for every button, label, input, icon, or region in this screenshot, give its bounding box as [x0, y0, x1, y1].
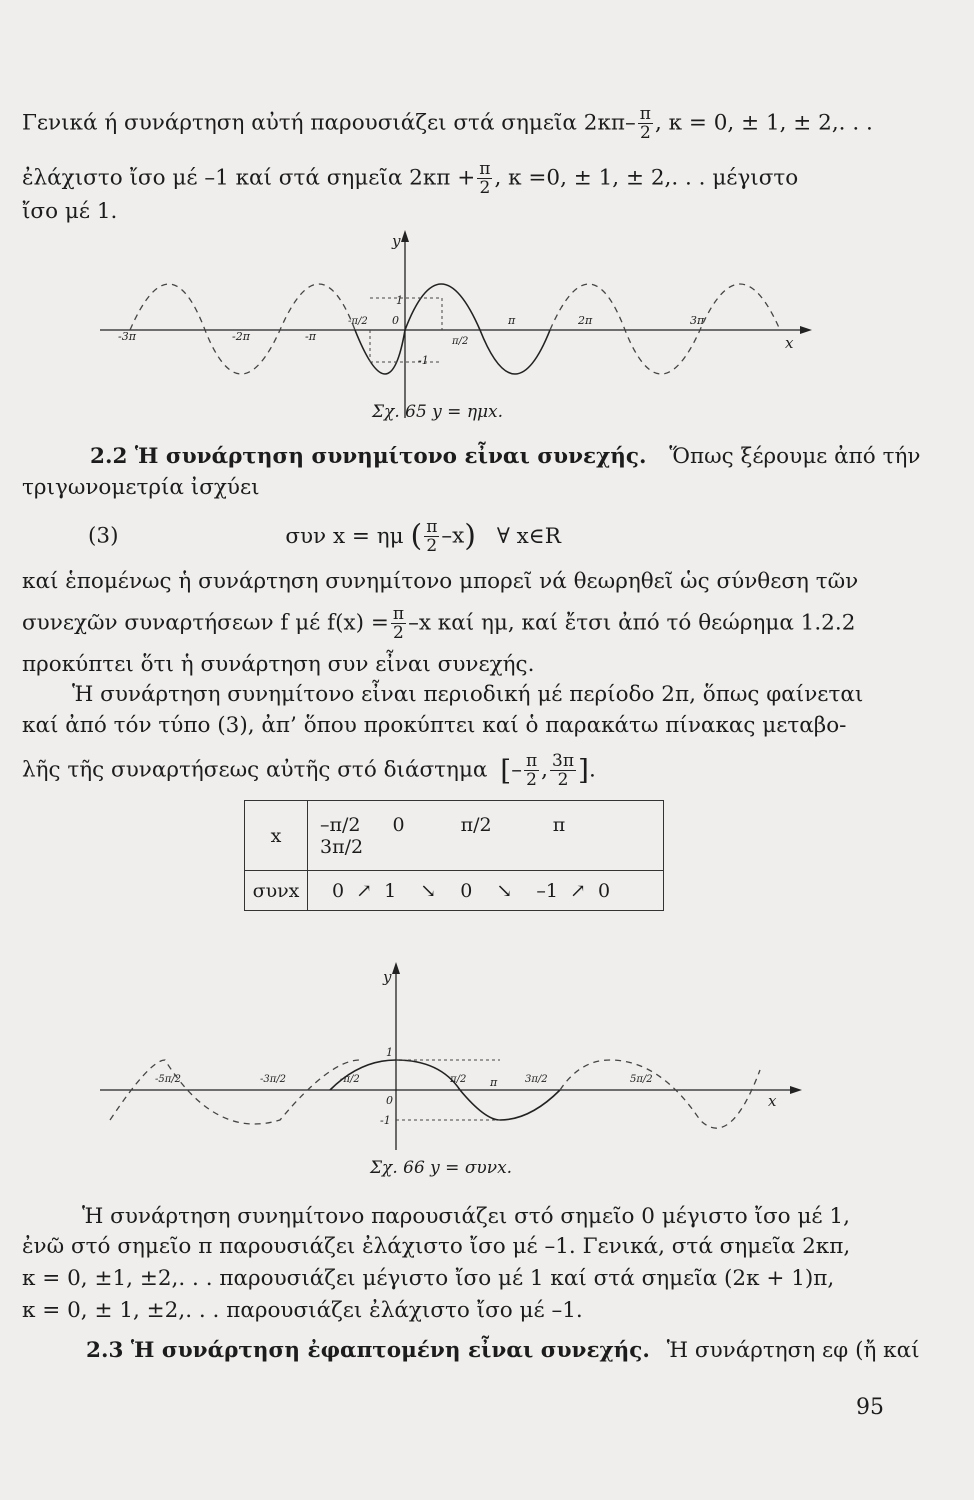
- tick-label: π/2: [450, 1074, 467, 1085]
- tick-label: 3π: [690, 314, 705, 327]
- value-label: -1: [380, 1114, 391, 1127]
- table-header-cosx: συνx: [245, 871, 308, 911]
- fraction-pi-over-2: $\frac{\pi}{2}$: [525, 751, 538, 790]
- value-label: 0: [386, 1094, 393, 1107]
- arrow-down-icon: ↘: [420, 879, 437, 902]
- tick-label: -π/2: [340, 1074, 360, 1085]
- table-cos-values: 0 ↗ 1 ↘ 0 ↘ –1 ↗ 0: [308, 871, 664, 911]
- tick-label: π: [490, 1076, 498, 1089]
- page-number: 95: [856, 1395, 884, 1420]
- arrow-down-icon: ↘: [496, 879, 513, 902]
- text-line-8: συνεχῶν συναρτήσεων f μέ f(x) = $\frac{\pi}{2}$ –x καί ημ, καί ἔτσι ἀπό τό θεώρημα 1.2.2: [22, 604, 856, 643]
- value-label: -1: [418, 354, 429, 367]
- tick-label: 0: [392, 314, 399, 327]
- figure-66-caption: Σχ. 66 y = συνx.: [370, 1158, 513, 1178]
- text-paragraph-line-4: κ = 0, ± 1, ±2,. . . παρουσιάζει ἐλάχιστο ἴσο μέ –1.: [22, 1298, 583, 1323]
- text-paragraph-line-2: ἐνῶ στό σημεῖο π παρουσιάζει ἐλάχιστο ἴσο μέ –1. Γενικά, στά σημεῖα 2κπ,: [22, 1234, 851, 1259]
- figure-65-caption: Σχ. 65 y = ημx.: [372, 402, 504, 422]
- tick-label: 5π/2: [630, 1074, 653, 1085]
- fraction-3pi-over-2: $\frac{3\pi}{2}$: [552, 751, 574, 790]
- x-axis-label: x: [785, 334, 794, 352]
- table-x-values: –π/2 0 π/2 π 3π/2: [308, 801, 664, 871]
- tick-label: -3π: [118, 330, 136, 343]
- fraction-pi-over-2: $\frac{\pi}{2}$: [426, 517, 438, 556]
- tick-label: -2π: [232, 330, 250, 343]
- table-header-x: x: [245, 801, 308, 871]
- section-2-3-heading: 2.3 Ἡ συνάρτηση ἐφαπτομένη εἶναι συνεχής. Ἡ συνάρτηση εφ (ἤ καί: [86, 1338, 920, 1363]
- tick-label: π/2: [452, 336, 469, 347]
- text-line-5: τριγωνομετρία ἰσχύει: [22, 475, 260, 500]
- tick-label: π: [508, 314, 516, 327]
- value-label: 1: [396, 294, 403, 307]
- fraction-pi-over-2: $\frac{\pi}{2}$: [639, 104, 651, 143]
- variation-table: [244, 800, 664, 911]
- arrow-up-icon: ↗: [569, 879, 586, 902]
- text-paragraph-line-1: Ἡ συνάρτηση συνημίτονο παρουσιάζει στό σημεῖο 0 μέγιστο ἴσο μέ 1,: [82, 1204, 850, 1229]
- text-line-9: προκύπτει ὅτι ἡ συνάρτηση συν εἶναι συνεχής.: [22, 652, 535, 677]
- text-line-11: καί ἀπό τόν τύπο (3), ἀπ’ ὅπου προκύπτει καί ὁ παρακάτω πίνακας μεταβο-: [22, 713, 847, 738]
- arrow-up-icon: ↗: [356, 879, 373, 902]
- section-2-2-heading: 2.2 Ἡ συνάρτηση συνημίτονο εἶναι συνεχής. Ὅπως ξέρουμε ἀπό τήν: [90, 444, 921, 469]
- tick-label: 3π/2: [525, 1074, 548, 1085]
- figure-66-cosine-graph: [100, 960, 820, 1160]
- tick-label: -5π/2: [155, 1074, 182, 1085]
- text-line-3: ἴσο μέ 1.: [22, 199, 118, 224]
- y-axis-label: y: [392, 232, 401, 250]
- text-line-1: Γενικά ή συνάρτηση αὐτή παρουσιάζει στά σημεῖα 2κπ– $\frac{\pi}{2}$ , κ = 0, ± 1, ± 2,. . .: [22, 104, 873, 143]
- fraction-pi-over-2: $\frac{\pi}{2}$: [392, 604, 405, 643]
- tick-label: -π/2: [348, 316, 368, 327]
- value-label: 1: [386, 1046, 393, 1059]
- text-line-12: λῆς τῆς συναρτήσεως αὐτῆς στό διάστημα [– $\frac{\pi}{2}$ , $\frac{3\pi}{2}$ ].: [22, 751, 596, 790]
- figure-65-sine-graph: [100, 228, 820, 428]
- y-axis-label: y: [383, 968, 392, 986]
- x-axis-label: x: [768, 1092, 777, 1110]
- tick-label: -π: [305, 330, 316, 343]
- text-line-2: ἐλάχιστο ἴσο μέ –1 καί στά σημεῖα 2κπ + $\frac{\pi}{2}$ , κ =0, ± 1, ± 2,. . . μέγιστο: [22, 159, 799, 198]
- text-line-7: καί ἑπομένως ἡ συνάρτηση συνημίτονο μπορεῖ νά θεωρηθεῖ ὡς σύνθεση τῶν: [22, 569, 859, 594]
- text-paragraph-line-3: κ = 0, ±1, ±2,. . . παρουσιάζει μέγιστο ἴσο μέ 1 καί στά σημεῖα (2κ + 1)π,: [22, 1266, 835, 1291]
- fraction-pi-over-2: $\frac{\pi}{2}$: [479, 159, 491, 198]
- text-line-10: Ἡ συνάρτηση συνημίτονο εἶναι περιοδική μέ περίοδο 2π, ὅπως φαίνεται: [72, 682, 864, 707]
- tick-label: 2π: [578, 314, 593, 327]
- tick-label: -3π/2: [260, 1074, 287, 1085]
- equation-3: (3) συν x = ημ ( $\frac{\pi}{2}$ –x) ∀ x∈R: [88, 517, 561, 556]
